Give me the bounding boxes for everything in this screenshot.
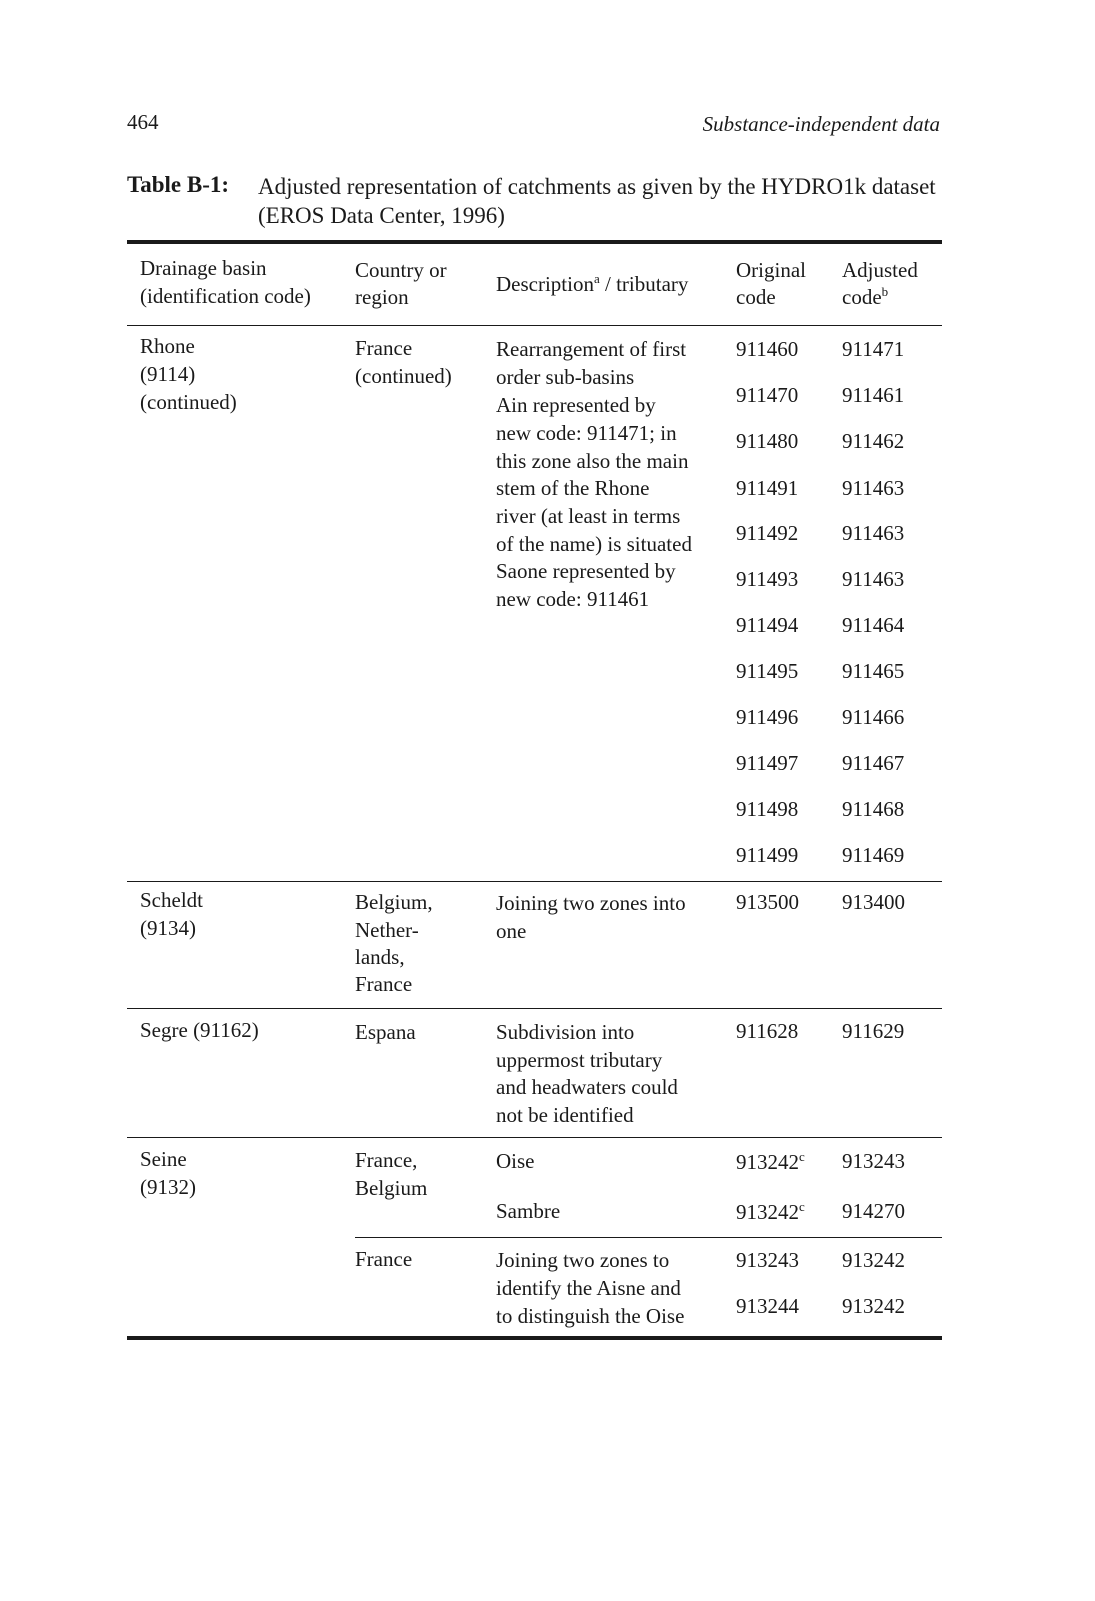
rhone-adj-code: 911464 — [842, 613, 905, 637]
seine-country-a-line2: Belgium — [355, 1176, 428, 1200]
table-caption-text: Adjusted representation of catchments as given by the HYDRO1k dataset (EROS Data Center, 1996) — [258, 174, 936, 228]
rhone-desc-line10: new code: 911461 — [496, 587, 650, 611]
rhone-desc-line5: this zone also the main — [496, 449, 689, 473]
segre-country: Espana — [355, 1020, 416, 1044]
page-number: 464 — [127, 110, 159, 134]
scheldt-desc-line2: one — [496, 919, 527, 943]
header-adj-text: code — [842, 285, 882, 309]
running-title: Substance-independent data — [702, 112, 940, 136]
header-desc-text: Description — [496, 272, 594, 296]
seine-oise-adj-code: 913243 — [842, 1149, 905, 1173]
rhone-orig-code: 911491 — [736, 476, 799, 500]
rhone-orig-code: 911493 — [736, 567, 799, 591]
header-description — [496, 270, 688, 298]
rhone-desc-line1: Rearrangement of first — [496, 337, 687, 361]
segre-orig-code: 911628 — [736, 1019, 799, 1043]
rhone-adj-code: 911468 — [842, 797, 905, 821]
rhone-orig-code: 911480 — [736, 429, 799, 453]
rhone-desc-line3: Ain represented by — [496, 393, 656, 417]
rhone-orig-code: 911498 — [736, 797, 799, 821]
footnote-marker-c: c — [799, 1199, 805, 1214]
seine-sambre-orig-value: 913242 — [736, 1200, 799, 1224]
rhone-orig-code: 911495 — [736, 659, 799, 683]
rhone-desc-line2: order sub-basins — [496, 365, 635, 389]
row-rule-segre — [127, 1137, 942, 1138]
rhone-desc-line4: new code: 911471; in — [496, 421, 677, 445]
row-rule-rhone — [127, 881, 942, 882]
rhone-adj-code: 911471 — [842, 337, 905, 361]
rhone-orig-code: 911497 — [736, 751, 799, 775]
seine-desc-b-line2: identify the Aisne and — [496, 1276, 681, 1300]
rhone-adj-code: 911463 — [842, 567, 905, 591]
header-basin-line1: Drainage basin — [140, 256, 267, 280]
header-adj-line1: Adjusted — [842, 258, 918, 282]
seine-sambre-adj-code: 914270 — [842, 1199, 905, 1223]
segre-desc-line3: and headwaters could — [496, 1075, 678, 1099]
scheldt-adj-code: 913400 — [842, 890, 905, 914]
header-orig-line1: Original — [736, 258, 806, 282]
rhone-desc-line6: stem of the Rhone — [496, 476, 650, 500]
rhone-orig-code: 911460 — [736, 337, 799, 361]
rhone-country-line2: (continued) — [355, 364, 452, 388]
rhone-adj-code: 911461 — [842, 383, 905, 407]
seine-oise-orig-code — [736, 1148, 805, 1176]
seine-basin-line1: Seine — [140, 1147, 187, 1171]
seine-desc-b-line3: to distinguish the Oise — [496, 1304, 685, 1328]
seine-b-adj-code: 913242 — [842, 1294, 905, 1318]
seine-b-adj-code: 913242 — [842, 1248, 905, 1272]
header-country-line1: Country or — [355, 258, 447, 282]
header-basin-line2: (identification code) — [140, 284, 311, 308]
rhone-adj-code: 911463 — [842, 476, 905, 500]
row-rule-seine-sub — [355, 1237, 942, 1238]
rhone-adj-code: 911462 — [842, 429, 905, 453]
segre-adj-code: 911629 — [842, 1019, 905, 1043]
scheldt-country-line4: France — [355, 972, 413, 996]
scheldt-country-line1: Belgium, — [355, 890, 433, 914]
header-desc-rest: / tributary — [599, 272, 689, 296]
rhone-basin-line3: (continued) — [140, 390, 237, 414]
seine-basin-line2: (9132) — [140, 1175, 196, 1199]
seine-desc-b-line1: Joining two zones to — [496, 1248, 670, 1272]
rhone-country-line1: France — [355, 336, 413, 360]
segre-desc-line4: not be identified — [496, 1103, 634, 1127]
table-bottom-rule — [127, 1336, 942, 1340]
header-country-line2: region — [355, 285, 409, 309]
rhone-orig-code: 911494 — [736, 613, 799, 637]
scheldt-basin-line2: (9134) — [140, 916, 196, 940]
header-orig-line2: code — [736, 285, 776, 309]
seine-country-b: France — [355, 1247, 413, 1271]
rhone-desc-line9: Saone represented by — [496, 559, 676, 583]
row-rule-scheldt — [127, 1008, 942, 1009]
scheldt-orig-code: 913500 — [736, 890, 799, 914]
scheldt-basin-line1: Scheldt — [140, 888, 203, 912]
seine-country-a-line1: France, — [355, 1148, 418, 1172]
scheldt-country-line2: Nether- — [355, 918, 419, 942]
seine-b-orig-code: 913243 — [736, 1248, 799, 1272]
seine-b-orig-code: 913244 — [736, 1294, 799, 1318]
scheldt-country-line3: lands, — [355, 945, 405, 969]
rhone-orig-code: 911496 — [736, 705, 799, 729]
rhone-basin-line1: Rhone — [140, 334, 195, 358]
rhone-adj-code: 911469 — [842, 843, 905, 867]
segre-desc-line1: Subdivision into — [496, 1020, 635, 1044]
rhone-orig-code: 911470 — [736, 383, 799, 407]
rhone-orig-code: 911492 — [736, 521, 799, 545]
seine-oise-orig-value: 913242 — [736, 1150, 799, 1174]
segre-desc-line2: uppermost tributary — [496, 1048, 663, 1072]
rhone-adj-code: 911467 — [842, 751, 905, 775]
header-adj-line2 — [842, 283, 888, 311]
rhone-adj-code: 911463 — [842, 521, 905, 545]
scheldt-desc-line1: Joining two zones into — [496, 891, 686, 915]
rhone-adj-code: 911465 — [842, 659, 905, 683]
footnote-marker-c: c — [799, 1149, 805, 1164]
footnote-marker-a: a — [593, 271, 600, 286]
seine-sambre-orig-code — [736, 1198, 805, 1226]
footnote-marker-b: b — [881, 284, 889, 299]
rhone-desc-line8: of the name) is situated — [496, 532, 692, 556]
rhone-adj-code: 911466 — [842, 705, 905, 729]
rhone-basin-line2: (9114) — [140, 362, 196, 386]
seine-sambre-desc: Sambre — [496, 1199, 561, 1223]
table-top-rule — [127, 240, 942, 244]
header-rule — [127, 325, 942, 326]
seine-oise-desc: Oise — [496, 1149, 535, 1173]
segre-basin: Segre (91162) — [140, 1018, 259, 1042]
rhone-orig-code: 911499 — [736, 843, 799, 867]
table-caption-label: Table B-1: — [127, 172, 230, 197]
rhone-desc-line7: river (at least in terms — [496, 504, 681, 528]
